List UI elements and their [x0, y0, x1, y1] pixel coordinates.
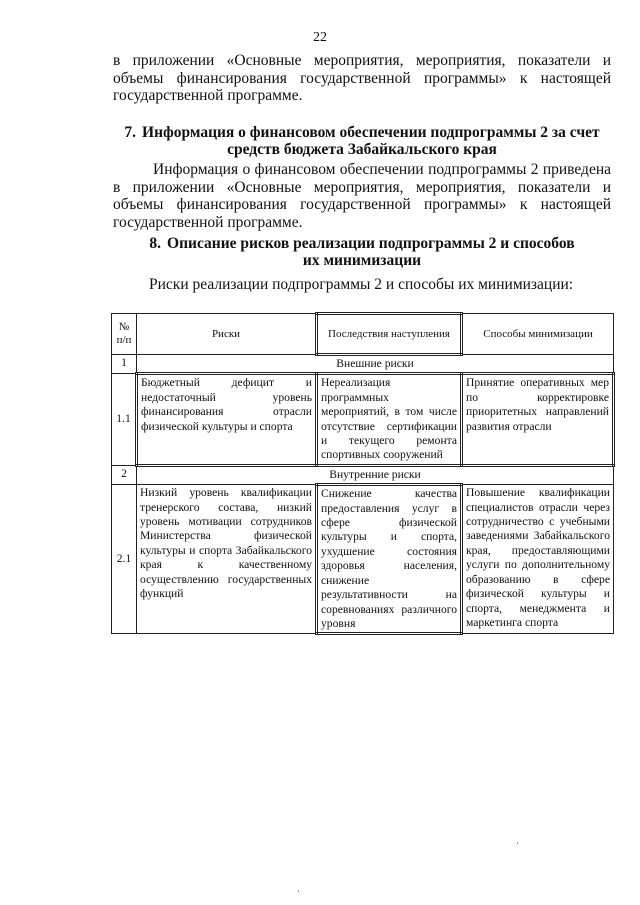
section-title: Внешние риски: [137, 355, 614, 374]
table-intro: Риски реализации подпрограммы 2 и способы их минимизации:: [149, 276, 574, 293]
header-mitigation: Способы минимизации: [462, 314, 614, 355]
table-row: [112, 374, 614, 465]
header-risks: Риски: [137, 314, 317, 355]
paragraph-financing-info: Информация о финансовом обеспечении подпрограммы 2 приведена в приложении «Основные мероприятия, мероприятия, показатели и объемы финансирования государственной программы» к настоящей государственной программе.: [113, 161, 611, 231]
section-8-heading: [113, 235, 611, 269]
consequence-cell: Нереализация программных мероприятий, в том числе отсутствие сертификации и текущего ремонта спортивных сооружений: [317, 374, 462, 465]
section-8-number: 8.: [149, 235, 162, 252]
row-number: 2.1: [112, 485, 137, 634]
risk-cell: Низкий уровень квалификации тренерского состава, низкий уровень мотивации сотрудников Министерства физической культуры и спорта Забайкальского края к качественному осуществлению государственных функций: [137, 485, 317, 634]
consequence-cell: Снижение качества предоставления услуг в сфере физической культуры и спорта, ухудшение состояния здоровья населения, снижение результативности на соревнованиях различного уровня: [317, 485, 462, 634]
mitigation-cell: Повышение квалификации специалистов отрасли через сотрудничество с учебными заведениями Забайкальского края, предоставляющими услуги по дополнительному образованию в сфере физической культуры и спорта, менеджмента и маркетинга спорта: [462, 485, 614, 634]
section-7-title-part1: Информация о финансовом обеспечении подпрограммы 2 за счет: [142, 124, 600, 141]
page-number: 22: [313, 30, 327, 45]
header-number: № п/п: [112, 314, 137, 355]
scan-speck: [298, 890, 299, 892]
risks-table: [111, 312, 615, 635]
mitigation-cell: Принятие оперативных мер по корректировке приоритетных направлений развития отрасли: [462, 374, 614, 465]
section-7-heading-line2: средств бюджета Забайкальского края: [227, 141, 497, 158]
paragraph-appendix-reference: в приложении «Основные мероприятия, мероприятия, показатели и объемы финансирования государственной программы» к настоящей государственной программе.: [113, 52, 611, 105]
section-8-title-part1: Описание рисков реализации подпрограммы 2 и способов: [167, 235, 575, 252]
section-7-heading: [113, 124, 611, 158]
section-7-heading-line1: [113, 124, 611, 141]
section-8-heading-line2: их минимизации: [302, 252, 422, 269]
risk-cell: Бюджетный дефицит и недостаточный уровень финансирования отрасли физической культуры и спорта: [137, 374, 317, 465]
table-header-row: [112, 314, 614, 355]
section-row-external: [112, 355, 614, 374]
section-row-internal: [112, 465, 614, 484]
section-number: 1: [112, 355, 137, 374]
section-7-number: 7.: [124, 124, 137, 141]
header-consequences: Последствия наступления: [317, 314, 462, 355]
section-title: Внутренние риски: [137, 465, 614, 484]
row-number: 1.1: [112, 374, 137, 465]
scan-speck: [517, 842, 518, 844]
section-number: 2: [112, 465, 137, 484]
section-8-heading-line1: [113, 235, 611, 252]
table-row: [112, 485, 614, 634]
